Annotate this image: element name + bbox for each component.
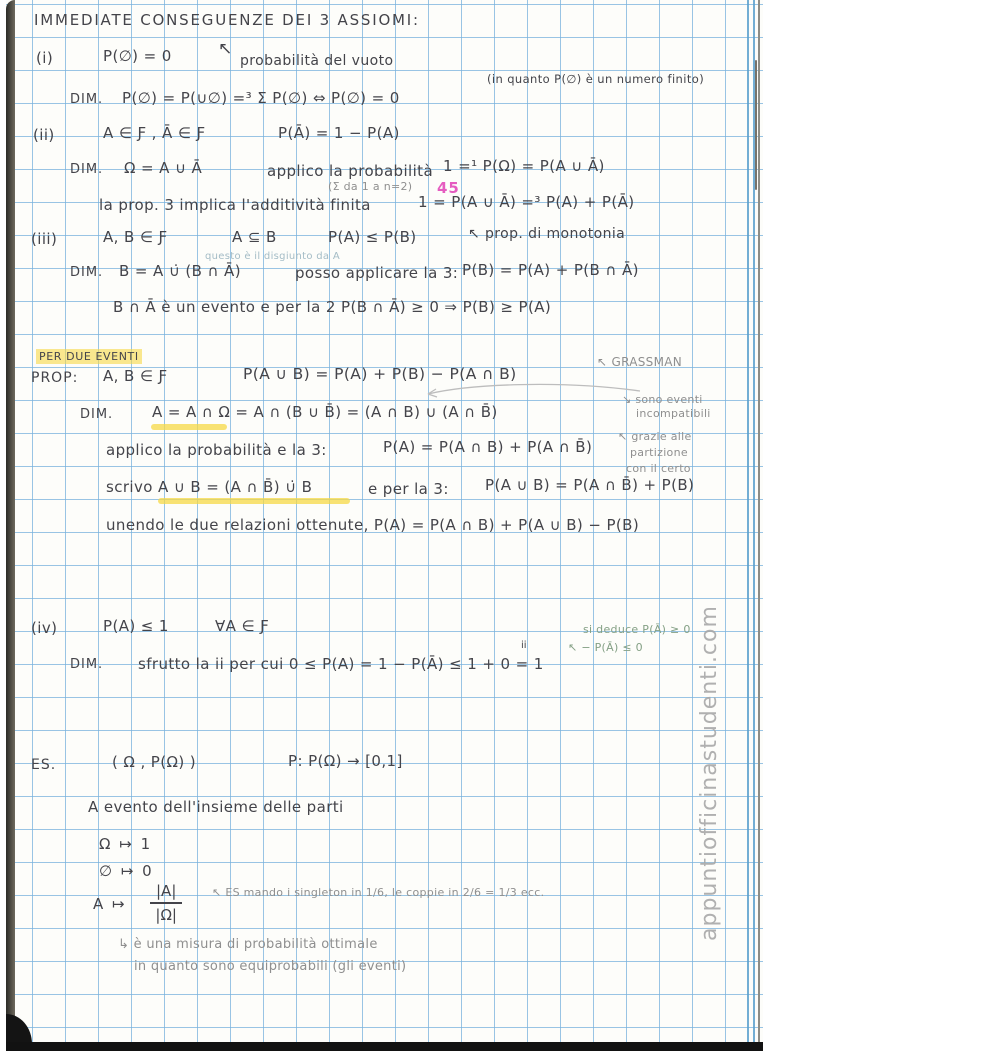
item-ii-pencil-note: (Σ da 1 a n=2) bbox=[328, 180, 413, 193]
item-i-side-note: (in quanto P(∅) è un numero finito) bbox=[487, 72, 705, 86]
item-iii-dim2: B ∩ Ā è un evento e per la 2 P(B ∩ Ā) ≥ 0 ⇒ P(B) ≥ P(A) bbox=[113, 298, 552, 316]
highlight-mark: PER DUE EVENTI bbox=[36, 349, 142, 364]
item-iii-dim1-lhs: B = A ∪̇ (B ∩ Ā) bbox=[119, 262, 241, 280]
curve-arrow-icon: ↖ bbox=[218, 39, 233, 59]
prop-dim3-mid: e per la 3: bbox=[368, 480, 449, 498]
prop-sets: A, B ∈ Ƒ bbox=[103, 367, 168, 385]
prop-dim2-rhs: P(A) = P(A ∩ B) + P(A ∩ B̄) bbox=[383, 438, 593, 456]
item-ii-label: (ii) bbox=[33, 126, 55, 144]
es-map2: ∅ ↦ 0 bbox=[99, 862, 154, 880]
item-iv-dim-formula: sfrutto la ii per cui 0 ≤ P(A) = 1 − P(Ā) ≤ 1 + 0 = 1 bbox=[138, 655, 544, 673]
item-ii-dim-label: DIM. bbox=[70, 162, 104, 177]
note-partizione-line1: ↖ grazie alle bbox=[618, 430, 692, 443]
item-iv-dim-superscript: ii bbox=[521, 640, 527, 651]
prop-dim4: unendo le due relazioni ottenute, P(A) = P(A ∩ B) + P(A ∪ B) − P(B) bbox=[106, 516, 640, 534]
es-map1: Ω ↦ 1 bbox=[99, 835, 153, 853]
grassman-note: ↖ GRASSMAN bbox=[597, 355, 683, 369]
right-margin-line-1 bbox=[747, 0, 749, 1046]
prop-dim2-lhs: applico la probabilità e la 3: bbox=[106, 441, 327, 459]
note-incompatibili-line2: incompatibili bbox=[636, 407, 711, 420]
prop-dim1: A = A ∩ Ω = A ∩ (B ∪ B̄) = (A ∩ B) ∪ (A ∩ B̄) bbox=[152, 403, 498, 421]
notebook-left-edge bbox=[6, 0, 15, 1046]
item-iv-label: (iv) bbox=[31, 619, 58, 637]
green-note-2: ↖ − P(Ā) ≤ 0 bbox=[568, 641, 643, 654]
item-iii-label: (iii) bbox=[31, 230, 58, 248]
item-i-note: probabilità del vuoto bbox=[240, 53, 394, 69]
item-ii-sets: A ∈ Ƒ , Ā ∈ Ƒ bbox=[103, 124, 206, 142]
item-iii-sets: A, B ∈ Ƒ bbox=[103, 228, 168, 246]
item-ii-dim1-mid: applico la probabilità bbox=[267, 162, 434, 180]
note-incompatibili-line1: ↘ sono eventi bbox=[622, 393, 703, 406]
watermark: appuntiofficinastudenti.com bbox=[697, 605, 722, 941]
item-iii-dim1-mid: posso applicare la 3: bbox=[295, 264, 459, 282]
green-note-1: si deduce P(Ā) ≥ 0 bbox=[583, 623, 691, 636]
item-iii-statement: P(A) ≤ P(B) bbox=[328, 228, 417, 246]
per-due-eventi-tag bbox=[36, 351, 142, 364]
paper-edge-shadow bbox=[758, 0, 760, 1046]
item-iv-forall: ∀A ∈ Ƒ bbox=[215, 617, 270, 635]
item-i-dim-label: DIM. bbox=[70, 92, 104, 107]
item-iv-dim-label: DIM. bbox=[70, 657, 104, 672]
paper-edge-mark bbox=[755, 60, 757, 190]
fraction-numerator: |A| bbox=[150, 882, 182, 904]
es-final-note-line1: ↳ è una misura di probabilità ottimale bbox=[118, 937, 378, 952]
es-label: ES. bbox=[31, 757, 57, 773]
es-final-note-line2: in quanto sono equiprobabili (gli eventi) bbox=[134, 959, 407, 974]
es-fraction bbox=[150, 882, 182, 924]
fraction-denominator: |Ω| bbox=[155, 906, 177, 924]
prop-label: PROP: bbox=[31, 370, 79, 386]
es-pencil-note: ↖ ES mando i singleton in 1/6, le coppie in 2/6 = 1/3 ecc. bbox=[212, 886, 545, 899]
item-i-dim-formula: P(∅) = P(∪∅) =³ Σ P(∅) ⇔ P(∅) = 0 bbox=[122, 89, 400, 107]
item-iii-subset: A ⊆ B bbox=[232, 228, 277, 246]
item-ii-dim1-rhs: 1 =¹ P(Ω) = P(A ∪ Ā) bbox=[443, 157, 605, 175]
notebook-bottom-edge bbox=[6, 1042, 763, 1051]
es-map3-lhs: A ↦ bbox=[93, 895, 127, 913]
yellow-underline-2 bbox=[158, 498, 350, 504]
prop-formula: P(A ∪ B) = P(A) + P(B) − P(A ∩ B) bbox=[243, 365, 517, 383]
es-note: A evento dell'insieme delle parti bbox=[88, 798, 344, 816]
prop-dim3-lhs: scrivo A ∪ B = (A ∩ B̄) ∪̇ B bbox=[106, 478, 313, 496]
item-i-label: (i) bbox=[36, 49, 54, 67]
page-number: 45 bbox=[437, 179, 460, 197]
item-ii-dim2-lhs: la prop. 3 implica l'additività finita bbox=[99, 196, 371, 214]
yellow-underline-1 bbox=[151, 424, 227, 430]
item-i-statement: P(∅) = 0 bbox=[103, 47, 172, 65]
item-iii-small-note: questo è il disgiunto da A bbox=[205, 251, 340, 262]
es-space: ( Ω , P(Ω) ) bbox=[112, 753, 197, 771]
es-map: P: P(Ω) → [0,1] bbox=[288, 752, 403, 770]
item-iii-dim1-rhs: P(B) = P(A) + P(B ∩ Ā) bbox=[462, 261, 639, 279]
item-iii-dim-label: DIM. bbox=[70, 265, 104, 280]
note-partizione-line2: partizione bbox=[630, 446, 688, 459]
item-ii-dim2-rhs: 1 = P(A ∪ Ā) =³ P(A) + P(Ā) bbox=[418, 193, 635, 211]
item-ii-statement: P(Ā) = 1 − P(A) bbox=[278, 124, 400, 142]
item-iv-statement: P(A) ≤ 1 bbox=[103, 617, 169, 635]
prop-dim-label: DIM. bbox=[80, 407, 114, 422]
item-ii-dim1-lhs: Ω = A ∪ Ā bbox=[124, 159, 203, 177]
note-partizione-line3: con il certo bbox=[626, 462, 691, 475]
prop-dim3-rhs: P(A ∪ B) = P(A ∩ B̄) + P(B) bbox=[485, 476, 695, 494]
page-title: IMMEDIATE CONSEGUENZE DEI 3 ASSIOMI: bbox=[34, 11, 420, 29]
item-iii-arrow-note: ↖ prop. di monotonia bbox=[468, 226, 626, 242]
